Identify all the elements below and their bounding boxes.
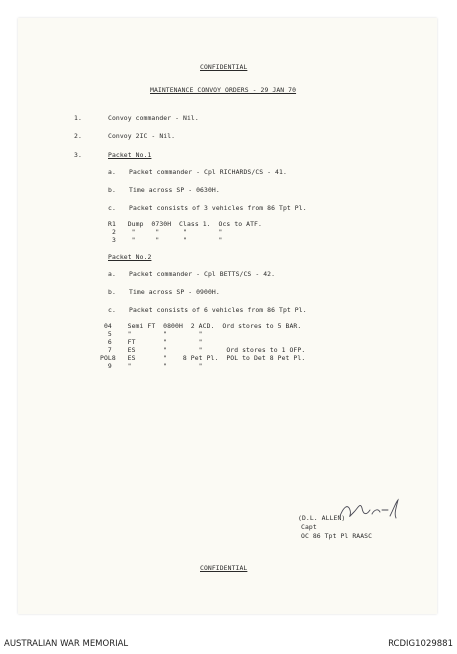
- sub-text: Time across SP - 0630H.: [129, 186, 220, 194]
- item-text: Convoy 2IC - Nil.: [108, 132, 176, 140]
- sub-text: Time across SP - 0900H.: [129, 288, 220, 296]
- signature-rank: Capt: [301, 523, 317, 531]
- document-page: [18, 18, 437, 614]
- sub-text: Packet consists of 6 vehicles from 86 Tpt Pl.: [129, 306, 307, 314]
- vehicle-row: 3 " " " ": [108, 236, 223, 244]
- vehicle-row: 7 ES " " Ord stores to 1 OFP.: [100, 346, 306, 354]
- sub-letter: c.: [108, 306, 116, 314]
- archive-name: AUSTRALIAN WAR MEMORIAL: [4, 639, 129, 649]
- sub-letter: b.: [108, 288, 116, 296]
- sub-letter: a.: [108, 270, 116, 278]
- archive-footer: [0, 634, 457, 654]
- footer-classification: CONFIDENTIAL: [200, 564, 248, 572]
- vehicle-row: 6 FT " ": [100, 338, 203, 346]
- sub-letter: c.: [108, 204, 116, 212]
- sub-letter: b.: [108, 186, 116, 194]
- item-number: 3.: [74, 151, 82, 159]
- archive-id: RCDIG1029881: [388, 639, 453, 649]
- header-classification: CONFIDENTIAL: [200, 63, 248, 71]
- vehicle-row: 2 " " " ": [108, 228, 223, 236]
- vehicle-row: POL8 ES " 8 Pet Pl. POL to Det 8 Pet Pl.: [100, 354, 306, 362]
- item-number: 2.: [74, 132, 82, 140]
- sub-text: Packet commander - Cpl BETTS/CS - 42.: [129, 270, 276, 278]
- signature-name: (D.L. ALLEN): [298, 514, 346, 522]
- vehicle-row: 04 Semi FT 0800H 2 ACD. Ord stores to 5 BAR.: [100, 322, 302, 330]
- signature-appointment: OC 86 Tpt Pl RAASC: [301, 532, 373, 540]
- item-text: Convoy commander - Nil.: [108, 114, 199, 122]
- signature-icon: [336, 496, 406, 526]
- vehicle-row: 9 " " ": [100, 362, 203, 370]
- packet2-heading: Packet No.2: [108, 253, 152, 261]
- vehicle-row: 5 " " ": [100, 330, 203, 338]
- sub-text: Packet consists of 3 vehicles from 86 Tpt Pl.: [129, 204, 307, 212]
- sub-text: Packet commander - Cpl RICHARDS/CS - 41.: [129, 168, 287, 176]
- document-title: MAINTENANCE CONVOY ORDERS - 29 JAN 70: [150, 86, 297, 94]
- sub-letter: a.: [108, 168, 116, 176]
- vehicle-row: R1 Dump 0730H Class 1. Ocs to ATF.: [108, 220, 262, 228]
- item-number: 1.: [74, 114, 82, 122]
- packet1-heading: Packet No.1: [108, 151, 152, 159]
